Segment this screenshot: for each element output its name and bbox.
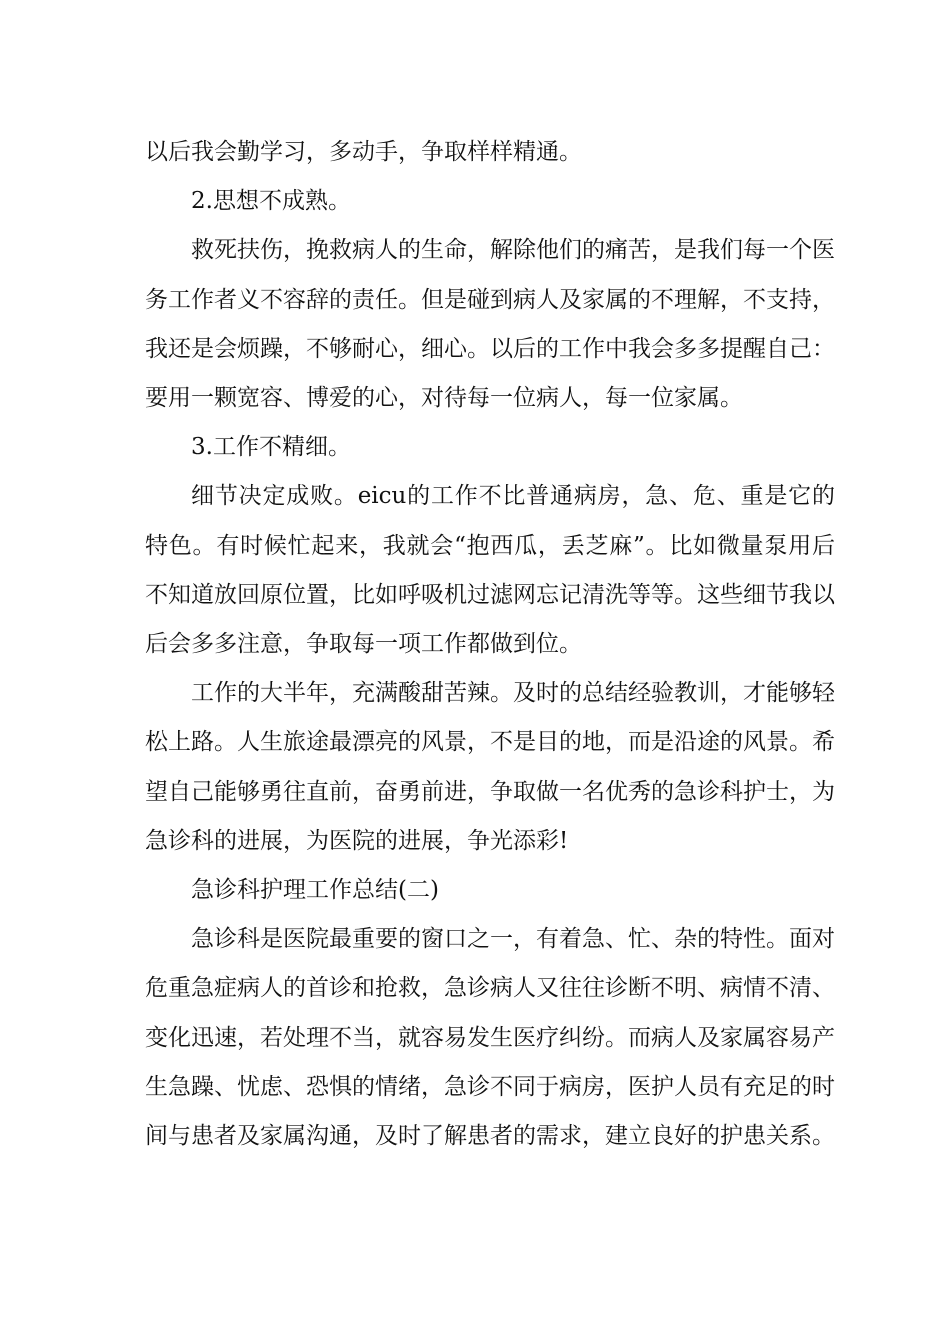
paragraph: 细节决定成败。eicu的工作不比普通病房，急、危、重是它的特色。有时候忙起来，我就会“抱西瓜，丢芝麻”。比如微量泵用后不知道放回原位置，比如呼吸机过滤网忘记清洗等等。这些细节我以后会多多注意，争取每一项工作都做到位。 [145, 483, 835, 658]
paragraph: 工作的大半年，充满酸甜苦辣。及时的总结经验教训，才能够轻松上路。人生旅途最漂亮的风景，不是目的地，而是沿途的风景。希望自己能够勇往直前，奋勇前进，争取做一名优秀的急诊科护士，为急诊科的进展，为医院的进展，争光添彩! [145, 680, 835, 854]
paragraph: 急诊科是医院最重要的窗口之一，有着急、忙、杂的特性。面对危重急症病人的首诊和抢救，急诊病人又往往诊断不明、病情不清、变化迅速，若处理不当，就容易发生医疗纠纷。而病人及家属容易产生急躁、忧虑、恐惧的情绪，急诊不同于病房，医护人员有充足的时间与患者及家属沟通，及时了解患者的需求，建立良好的护患关系。 [145, 926, 835, 1150]
section-heading-3: 3.工作不精细。 [191, 434, 351, 461]
section-heading-2: 2.思想不成熟。 [191, 188, 351, 215]
paragraph-continuation: 以后我会勤学习，多动手，争取样样精通。 [145, 139, 582, 165]
document-subtitle: 急诊科护理工作总结(二) [191, 877, 439, 904]
document-body [145, 128, 835, 1161]
paragraph: 救死扶伤，挽救病人的生命，解除他们的痛苦，是我们每一个医务工作者义不容辞的责任。但是碰到病人及家属的不理解，不支持，我还是会烦躁，不够耐心，细心。以后的工作中我会多多提醒自己：要用一颗宽容、博爱的心，对待每一位病人，每一位家属。 [145, 237, 835, 412]
